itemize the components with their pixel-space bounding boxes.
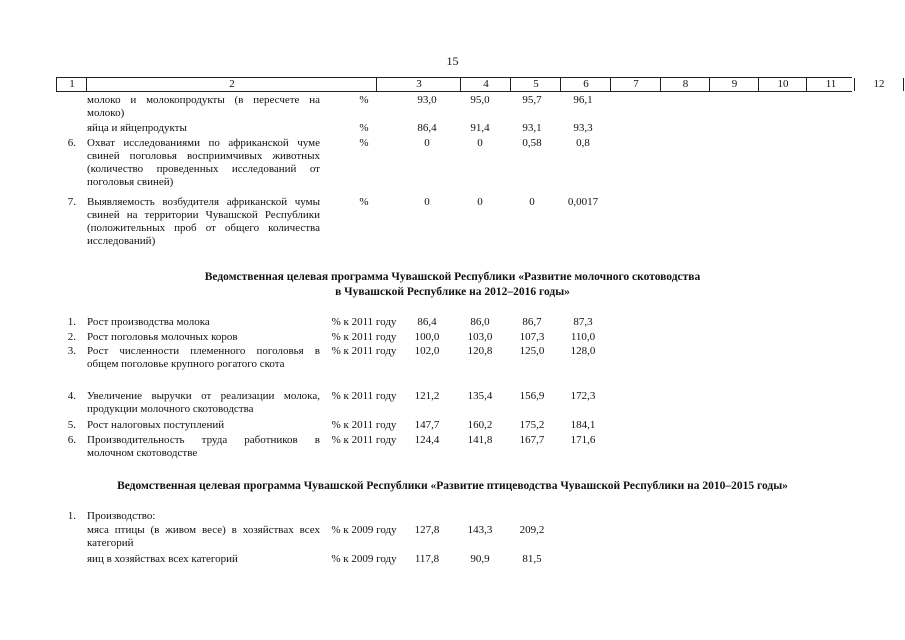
unit-cell: % к 2009 году bbox=[331, 553, 397, 565]
value-cell: 102,0 bbox=[414, 345, 440, 357]
value-cell: 127,8 bbox=[414, 524, 440, 536]
value-cell: 110,0 bbox=[570, 331, 596, 343]
program-title-line: Ведомственная целевая программа Чувашской Республики «Развитие птицеводства Чувашской Республики на 2010–2015 годы» bbox=[117, 480, 788, 492]
page-number: 15 bbox=[446, 54, 459, 68]
indicator-text: Рост численности племенного поголовья в общем поголовье крупного рогатого скота bbox=[87, 345, 320, 370]
unit-cell: % bbox=[359, 196, 369, 208]
indicator-text: Производительность труда работников в молочном скотоводстве bbox=[87, 434, 320, 459]
value-cell: 100,0 bbox=[414, 331, 440, 343]
row-number: 1. bbox=[67, 510, 76, 522]
column-header: 4 bbox=[460, 78, 511, 91]
value-cell: 141,8 bbox=[467, 434, 493, 446]
value-cell: 175,2 bbox=[519, 419, 545, 431]
value-cell: 90,9 bbox=[470, 553, 490, 565]
column-header: 3 bbox=[376, 78, 461, 91]
value-cell: 120,8 bbox=[467, 345, 493, 357]
value-cell: 91,4 bbox=[470, 122, 490, 134]
unit-cell: % bbox=[359, 137, 369, 149]
row-number: 6. bbox=[67, 434, 76, 446]
value-cell: 184,1 bbox=[570, 419, 596, 431]
unit-cell: % к 2009 году bbox=[331, 524, 397, 536]
value-cell: 124,4 bbox=[414, 434, 440, 446]
value-cell: 125,0 bbox=[519, 345, 545, 357]
value-cell: 93,1 bbox=[522, 122, 542, 134]
value-cell: 0,8 bbox=[576, 137, 590, 149]
value-cell: 167,7 bbox=[519, 434, 545, 446]
column-header: 5 bbox=[510, 78, 561, 91]
value-cell: 0,58 bbox=[522, 137, 542, 149]
unit-cell: % к 2011 году bbox=[331, 316, 397, 328]
value-cell: 160,2 bbox=[467, 419, 493, 431]
value-cell: 86,7 bbox=[522, 316, 542, 328]
indicator-text: Выявляемость возбудителя африканской чумы свиней на территории Чувашской Республики (положительных проб от общего количества исследований) bbox=[87, 196, 320, 247]
value-cell: 95,7 bbox=[522, 94, 542, 106]
program-title-line: Ведомственная целевая программа Чувашской Республики «Развитие молочного скотоводства bbox=[204, 271, 701, 283]
value-cell: 121,2 bbox=[414, 390, 440, 402]
value-cell: 128,0 bbox=[570, 345, 596, 357]
value-cell: 87,3 bbox=[573, 316, 593, 328]
value-cell: 0 bbox=[424, 196, 430, 208]
value-cell: 86,4 bbox=[417, 316, 437, 328]
value-cell: 117,8 bbox=[414, 553, 440, 565]
value-cell: 143,3 bbox=[467, 524, 493, 536]
unit-cell: % к 2011 году bbox=[331, 434, 397, 446]
value-cell: 0,0017 bbox=[567, 196, 599, 208]
column-header: 9 bbox=[709, 78, 759, 91]
value-cell: 95,0 bbox=[470, 94, 490, 106]
unit-cell: % к 2011 году bbox=[331, 390, 397, 402]
row-number: 2. bbox=[67, 331, 76, 343]
indicator-text: Рост налоговых поступлений bbox=[87, 419, 225, 431]
column-header: 11 bbox=[806, 78, 855, 91]
indicator-text: Рост поголовья молочных коров bbox=[87, 331, 238, 343]
value-cell: 86,4 bbox=[417, 122, 437, 134]
indicator-text: Рост производства молока bbox=[87, 316, 210, 328]
column-header: 12 bbox=[854, 78, 904, 91]
indicator-text: Увеличение выручки от реализации молока, продукции молочного скотоводства bbox=[87, 390, 320, 415]
unit-cell: % к 2011 году bbox=[331, 419, 397, 431]
value-cell: 81,5 bbox=[522, 553, 542, 565]
value-cell: 156,9 bbox=[519, 390, 545, 402]
row-number: 5. bbox=[67, 419, 76, 431]
row-number: 1. bbox=[67, 316, 76, 328]
value-cell: 0 bbox=[424, 137, 430, 149]
value-cell: 93,3 bbox=[573, 122, 593, 134]
row-number: 4. bbox=[67, 390, 76, 402]
column-header: 2 bbox=[86, 78, 377, 91]
value-cell: 0 bbox=[529, 196, 535, 208]
indicator-text: Охват исследованиями по африканской чуме свиней поголовья восприимчивых животных (количество проведенных исследований от поголовья свиней) bbox=[87, 137, 320, 188]
row-number: 3. bbox=[67, 345, 76, 357]
row-number: 7. bbox=[67, 196, 76, 208]
indicator-text: яйца и яйцепродукты bbox=[87, 122, 187, 134]
value-cell: 172,3 bbox=[570, 390, 596, 402]
column-header: 1 bbox=[56, 78, 87, 91]
value-cell: 135,4 bbox=[467, 390, 493, 402]
indicator-text: яиц в хозяйствах всех категорий bbox=[87, 553, 238, 565]
unit-cell: % к 2011 году bbox=[331, 345, 397, 357]
indicator-text: Производство: bbox=[87, 510, 156, 522]
table-header-row bbox=[56, 77, 885, 92]
indicator-text: мяса птицы (в живом весе) в хозяйствах всех категорий bbox=[87, 524, 320, 549]
value-cell: 103,0 bbox=[467, 331, 493, 343]
value-cell: 147,7 bbox=[414, 419, 440, 431]
row-number: 6. bbox=[67, 137, 76, 149]
indicator-text: молоко и молокопродукты (в пересчете на молоко) bbox=[87, 94, 320, 119]
value-cell: 0 bbox=[477, 137, 483, 149]
column-header: 7 bbox=[610, 78, 661, 91]
value-cell: 86,0 bbox=[470, 316, 490, 328]
value-cell: 93,0 bbox=[417, 94, 437, 106]
unit-cell: % bbox=[359, 94, 369, 106]
program-title-line: в Чувашской Республике на 2012–2016 годы» bbox=[335, 286, 570, 298]
unit-cell: % к 2011 году bbox=[331, 331, 397, 343]
value-cell: 0 bbox=[477, 196, 483, 208]
column-header: 10 bbox=[758, 78, 807, 91]
value-cell: 107,3 bbox=[519, 331, 545, 343]
column-header: 6 bbox=[560, 78, 611, 91]
value-cell: 171,6 bbox=[570, 434, 596, 446]
value-cell: 209,2 bbox=[519, 524, 545, 536]
column-header: 8 bbox=[660, 78, 710, 91]
unit-cell: % bbox=[359, 122, 369, 134]
value-cell: 96,1 bbox=[573, 94, 593, 106]
